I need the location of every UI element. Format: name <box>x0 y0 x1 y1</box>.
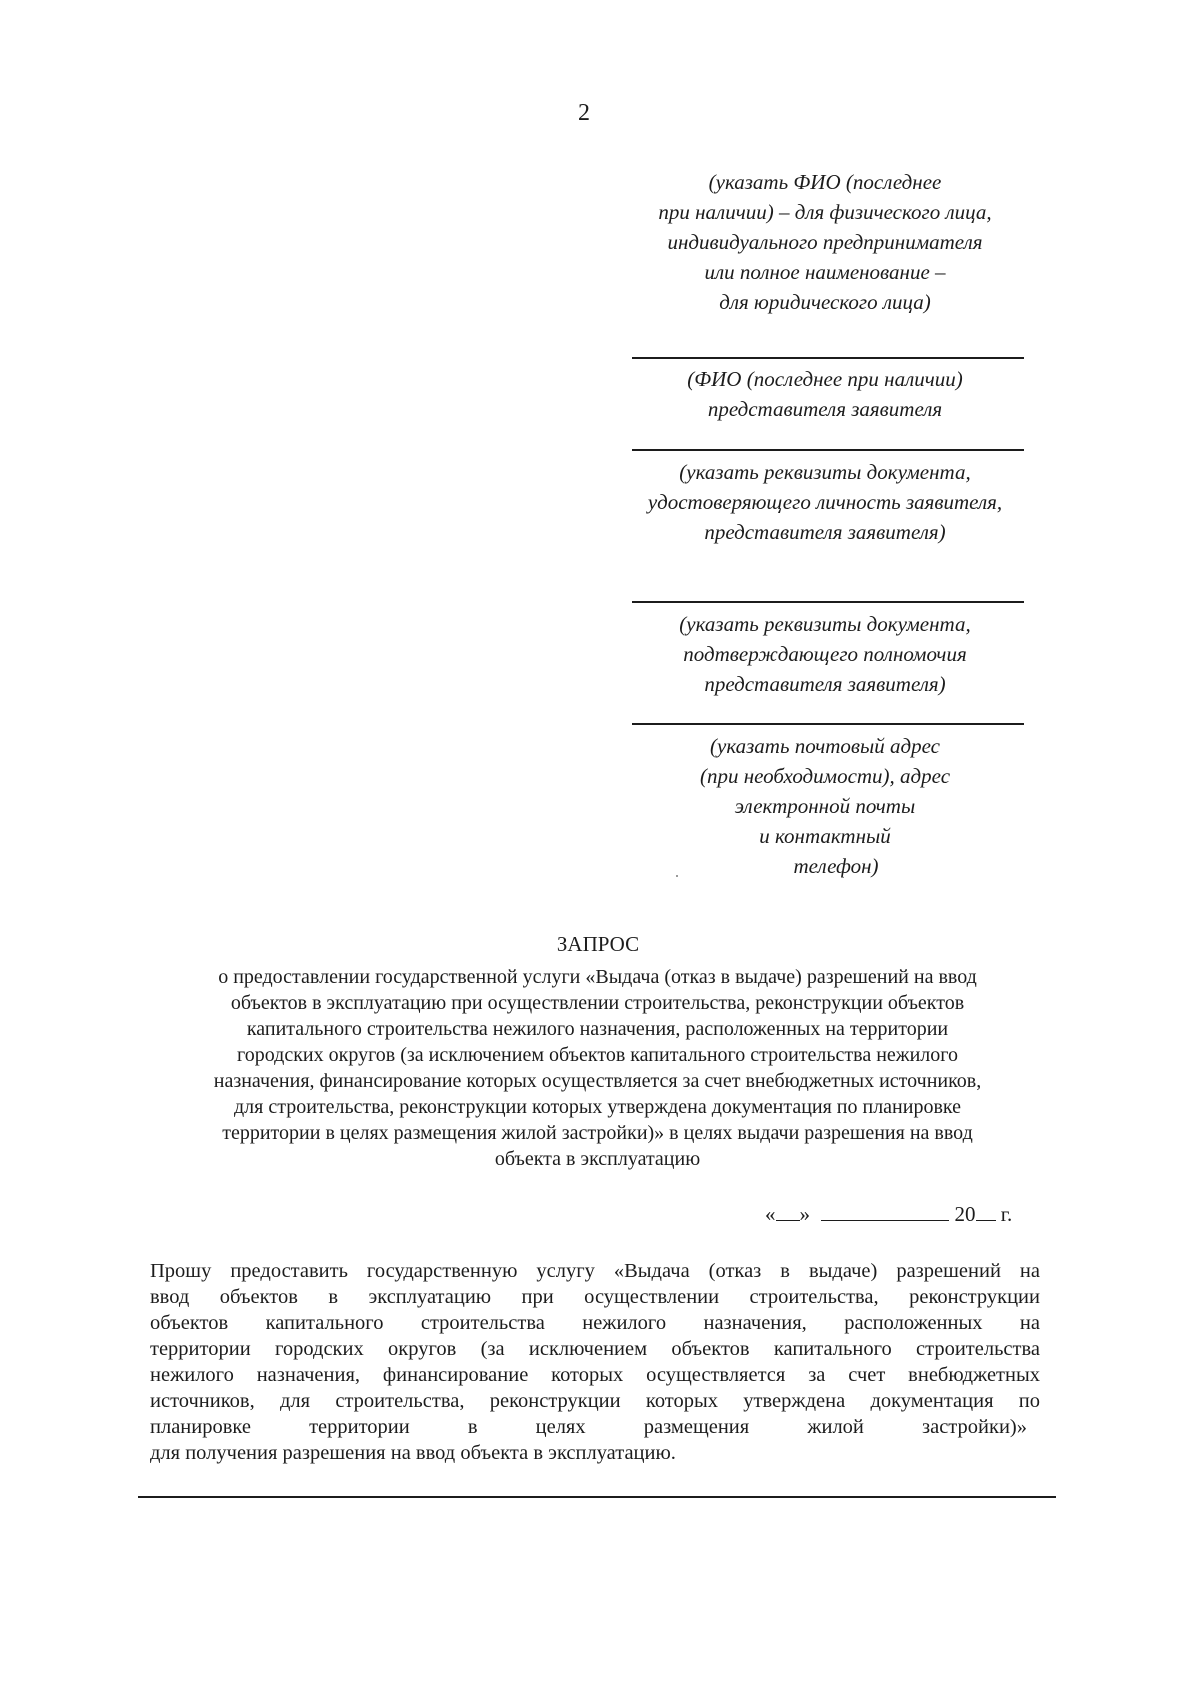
hint-line: (указать почтовый адрес <box>710 734 940 758</box>
hint-line: представителя заявителя <box>707 397 943 421</box>
hint-line: (указать реквизиты документа, <box>679 612 971 636</box>
contact-hint <box>625 731 1025 881</box>
authority-document-hint <box>625 609 1025 699</box>
bottom-field-line <box>138 1496 1056 1498</box>
hint-line: при наличии) – для физического лица, <box>658 200 992 224</box>
identity-document-hint <box>625 457 1025 547</box>
hint-line: для юридического лица) <box>719 290 931 314</box>
representative-name-field-line <box>632 357 1024 359</box>
day-blank <box>776 1202 800 1221</box>
body-line: Прошу предоставить государственную услугу «Выдача (отказ в выдаче) разрешений на <box>150 1260 1040 1282</box>
identity-document-field-line <box>632 449 1024 451</box>
request-title: ЗАПРОС <box>556 932 640 956</box>
body-line: нежилого назначения, финансирование которых осуществляется за счет внебюджетных <box>150 1364 1040 1386</box>
hint-line: телефон) <box>793 854 879 878</box>
hint-line: представителя заявителя) <box>704 520 946 544</box>
body-line: источников, для строительства, реконструкции которых утверждена документация по <box>150 1390 1040 1412</box>
hint-line: или полное наименование – <box>704 260 946 284</box>
hint-line: удостоверяющего личность заявителя, <box>647 490 1003 514</box>
hint-line: (указать ФИО (последнее <box>708 170 942 194</box>
body-line: объектов капитального строительства нежилого назначения, расположенных на <box>150 1312 1040 1334</box>
date-open-quote: « <box>765 1202 776 1226</box>
request-body <box>150 1258 1040 1466</box>
date-line <box>765 1202 1012 1227</box>
representative-name-hint <box>625 364 1025 424</box>
subtitle-line: объекта в эксплуатацию <box>494 1148 701 1170</box>
subtitle-line: о предоставлении государственной услуги «Выдача (отказ в выдаче) разрешений на ввод <box>218 966 977 988</box>
body-line: планировке территории в целях размещения жилой застройки)» <box>150 1416 1027 1438</box>
hint-line: и контактный <box>759 824 891 848</box>
year-prefix: 20 <box>954 1202 976 1226</box>
applicant-name-hint <box>625 167 1025 317</box>
subtitle-line: городских округов (за исключением объектов капитального строительства нежилого <box>237 1044 958 1066</box>
hint-line: (ФИО (последнее при наличии) <box>687 367 963 391</box>
hint-line: электронной почты <box>734 794 916 818</box>
hint-line: индивидуального предпринимателя <box>667 230 983 254</box>
subtitle-line: территории в целях размещения жилой застройки)» в целях выдачи разрешения на ввод <box>222 1122 973 1144</box>
body-line: территории городских округов (за исключением объектов капитального строительства <box>150 1338 1040 1360</box>
body-last-line: для получения разрешения на ввод объекта в эксплуатацию. <box>150 1442 676 1464</box>
page-number: 2 <box>578 100 590 126</box>
subtitle-line: для строительства, реконструкции которых утверждена документация по планировке <box>233 1096 962 1118</box>
request-subtitle <box>140 964 1055 1172</box>
subtitle-line: объектов в эксплуатацию при осуществлении строительства, реконструкции объектов <box>230 992 965 1014</box>
month-blank <box>821 1202 949 1221</box>
hint-line: подтверждающего полномочия <box>683 642 967 666</box>
year-blank <box>976 1202 996 1221</box>
date-close-quote: » <box>799 1202 810 1226</box>
hint-line: (указать реквизиты документа, <box>679 460 971 484</box>
subtitle-line: капитального строительства нежилого назначения, расположенных на территории <box>246 1018 949 1040</box>
subtitle-line: назначения, финансирование которых осуществляется за счет внебюджетных источников, <box>213 1070 982 1092</box>
scan-speck <box>676 875 678 877</box>
body-line: ввод объектов в эксплуатацию при осуществлении строительства, реконструкции <box>150 1286 1040 1308</box>
hint-line: (при необходимости), адрес <box>699 764 951 788</box>
contact-field-line <box>632 723 1024 725</box>
hint-line: представителя заявителя) <box>704 672 946 696</box>
authority-document-field-line <box>632 601 1024 603</box>
year-suffix: г. <box>1000 1202 1013 1226</box>
